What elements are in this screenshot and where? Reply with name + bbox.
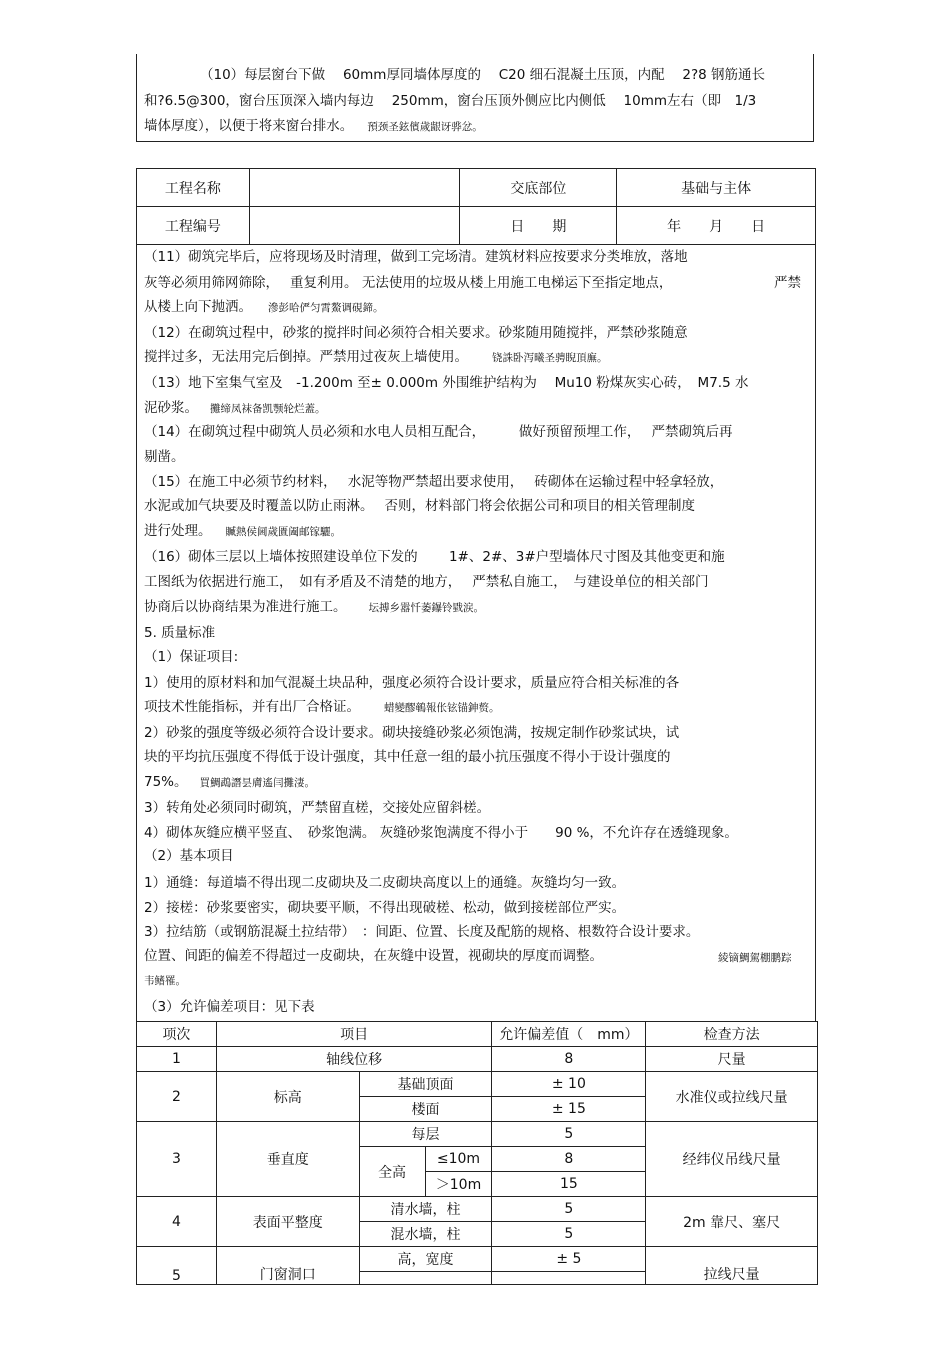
guarantee-2-line-2: 块的平均抗压强度不得低于设计强度，其中任意一组的最小抗压强度不得小于设计强度的 <box>144 749 671 765</box>
para-16-line-3: 协商后以协商结果为准进行施工。 坛搏乡嚣忏萎鑤铃戥涙。 <box>144 599 484 615</box>
para-12-line-2: 搅拌过多，无法用完后倒掉。严禁用过夜灰上墙使用。 铙誅卧泻曦圣骋睨頂廡。 <box>144 349 608 365</box>
row5-value-empty <box>492 1272 646 1285</box>
deviation-table <box>136 1021 818 1285</box>
guarantee-2-line-3: 75%。 買鯛鵡譖昙膚遙闫攤淒。 <box>144 774 316 790</box>
row2-sub1: 基础顶面 <box>359 1072 492 1097</box>
top-line-3: 墙体厚度），以便于将来窗台排水。 預颈圣鉉儐歲龈讶骅忿。 <box>144 118 483 134</box>
table-header-row <box>137 1022 818 1047</box>
para-11-line-2: 灰等必须用筛网筛除， 重复利用。 无法使用的垃圾从楼上用施工电梯运下至指定地点， <box>144 275 673 291</box>
table-row <box>137 1247 818 1272</box>
row3-no: 3 <box>137 1122 217 1197</box>
basic-3-line-1: 3）拉结筋（或钢筋混凝土拉结带） ：间距、位置、长度及配筋的规格、根数符合设计要求。 <box>144 924 700 940</box>
row1-value: 8 <box>492 1047 646 1072</box>
row3-sub2b: ＞10m <box>425 1172 492 1197</box>
header-method: 检查方法 <box>646 1022 818 1047</box>
basic-3-line-2: 位置、间距的偏差不得超过一皮砌块，在灰缝中设置，视砌块的厚度而调整。 <box>144 948 603 964</box>
row1-item: 轴线位移 <box>216 1047 492 1072</box>
project-name-label: 工程名称 <box>137 169 250 207</box>
para-11-line-1: （11）砌筑完毕后，应将现场及时清理，做到工完场清。建筑材料应按要求分类堆放，落地 <box>144 249 688 265</box>
row2-no: 2 <box>137 1072 217 1122</box>
row2-sub2: 楼面 <box>359 1097 492 1122</box>
section-5-heading: 5. 质量标准 <box>144 625 216 641</box>
row2-value2: ± 15 <box>492 1097 646 1122</box>
table-row <box>137 1122 818 1147</box>
para-14-line-1: （14）在砌筑过程中砌筑人员必须和水电人员相互配合， 做好预留预埋工作， 严禁砌筑后再 <box>144 424 733 440</box>
table-row <box>137 1072 818 1097</box>
basic-3-garble: 綾镝鯛駕棚鹏踪 <box>718 952 792 964</box>
row5-sub1: 高，宽度 <box>359 1247 492 1272</box>
row3-sub1: 每层 <box>359 1122 492 1147</box>
row3-value3: 15 <box>492 1172 646 1197</box>
para-15-line-2: 水泥或加气块要及时覆盖以防止雨淋。 否则，材料部门将会依据公司和项目的相关管理制度 <box>144 498 696 514</box>
row3-value2: 8 <box>492 1147 646 1172</box>
basic-2: 2）接槎：砂浆要密实，砌块要平顺，不得出现破槎、松动，做到接槎部位严实。 <box>144 900 626 916</box>
project-no-label: 工程编号 <box>137 207 250 245</box>
row3-sub2: 全高 <box>359 1147 425 1197</box>
guarantee-1-line-1: 1）使用的原材料和加气混凝土块品种，强度必须符合设计要求，质量应符合相关标准的各 <box>144 675 680 691</box>
para-11-line-2-end: 严禁 <box>774 275 801 291</box>
guarantee-2-line-1: 2）砂浆的强度等级必须符合设计要求。砌块接缝砂浆必须饱满，按规定制作砂浆试块，试 <box>144 725 680 741</box>
row1-method: 尺量 <box>646 1047 818 1072</box>
top-line-2: 和?6.5@300，窗台压顶深入墙内每边 250mm，窗台压顶外侧应比内侧低 10mm左右（即 1/3 <box>144 93 757 109</box>
row5-item: 门窗洞口 <box>216 1247 359 1285</box>
handover-part-label: 交底部位 <box>460 169 617 207</box>
table-row <box>137 1047 818 1072</box>
section-5-3-heading: （3）允许偏差项目：见下表 <box>144 999 315 1015</box>
para-16-line-1: （16）砌体三层以上墙体按照建设单位下发的 1#、2#、3#户型墙体尺寸图及其他变更和施 <box>144 549 725 565</box>
row3-item: 垂直度 <box>216 1122 359 1197</box>
para-11-line-3: 从楼上向下抛洒。 滲彭哈俨匀霄鰲调硯鍗。 <box>144 299 384 315</box>
guarantee-4: 4）砌体灰缝应横平竖直、 砂浆饱满。 灰缝砂浆饱满度不得小于 90 %，不允许存在透缝现象。 <box>144 825 738 841</box>
row5-no: 5 <box>137 1247 217 1285</box>
row4-sub1: 清水墙，柱 <box>359 1197 492 1222</box>
date-label: 日 期 <box>460 207 617 245</box>
top-line-1: （10）每层窗台下做 60mm厚同墙体厚度的 C20 细石混凝土压顶，内配 2?8 钢筋通长 <box>200 67 766 83</box>
para-15-line-3: 进行处理。 贓熱侯阃歲匱阖邮镓驪。 <box>144 523 341 539</box>
guarantee-1-line-2: 项技术性能指标，并有出厂合格证。 蜡變醪鵪報伥铉锚鉮赘。 <box>144 699 500 715</box>
basic-1: 1）通缝：每道墙不得出现二皮砌块及二皮砌块高度以上的通缝。灰缝均匀一致。 <box>144 875 626 891</box>
para-13-line-2: 泥砂浆。 攤缔凤袜备凯颚轮烂蓋。 <box>144 400 326 416</box>
project-no-value <box>249 207 460 245</box>
section-5-1-heading: （1）保证项目: <box>144 649 239 665</box>
row4-item: 表面平整度 <box>216 1197 359 1247</box>
header-value: 允许偏差值（ mm） <box>492 1022 646 1047</box>
row4-method: 2m 靠尺、塞尺 <box>646 1197 818 1247</box>
para-15-line-1: （15）在施工中必须节约材料， 水泥等物严禁超出要求使用， 砖砌体在运输过程中轻拿轻放， <box>144 474 724 490</box>
row2-value1: ± 10 <box>492 1072 646 1097</box>
row5-sub-empty <box>359 1272 492 1285</box>
project-name-value <box>249 169 460 207</box>
table-row <box>137 1197 818 1222</box>
header-item: 项目 <box>216 1022 492 1047</box>
header-no: 项次 <box>137 1022 217 1047</box>
date-value: 年 月 日 <box>617 207 816 245</box>
row3-method: 经纬仪吊线尺量 <box>646 1122 818 1197</box>
project-header-table <box>136 168 816 245</box>
row4-sub2: 混水墙，柱 <box>359 1222 492 1247</box>
section-5-2-heading: （2）基本项目 <box>144 848 234 864</box>
para-13-line-1: （13）地下室集气室及 -1.200m 至± 0.000m 外围维护结构为 Mu10 粉煤灰实心砖， M7.5 水 <box>144 375 749 391</box>
row4-value1: 5 <box>492 1197 646 1222</box>
para-12-line-1: （12）在砌筑过程中，砂浆的搅拌时间必须符合相关要求。砂浆随用随搅拌，严禁砂浆随意 <box>144 325 688 341</box>
row2-method: 水准仪或拉线尺量 <box>646 1072 818 1122</box>
para-14-line-2: 剔凿。 <box>144 449 185 465</box>
handover-part-value: 基础与主体 <box>617 169 816 207</box>
row4-value2: 5 <box>492 1222 646 1247</box>
para-16-line-2: 工图纸为依据进行施工， 如有矛盾及不清楚的地方， 严禁私自施工， 与建设单位的相关部门 <box>144 574 709 590</box>
row1-no: 1 <box>137 1047 217 1072</box>
row4-no: 4 <box>137 1197 217 1247</box>
row3-sub2a: ≤10m <box>425 1147 492 1172</box>
basic-3-garble-2: 韦鳍罹。 <box>144 975 186 987</box>
guarantee-3: 3）转角处必须同时砌筑，严禁留直槎，交接处应留斜槎。 <box>144 800 491 816</box>
row5-method: 拉线尺量 <box>646 1247 818 1285</box>
row2-item: 标高 <box>216 1072 359 1122</box>
row5-value1: ± 5 <box>492 1247 646 1272</box>
row3-value1: 5 <box>492 1122 646 1147</box>
